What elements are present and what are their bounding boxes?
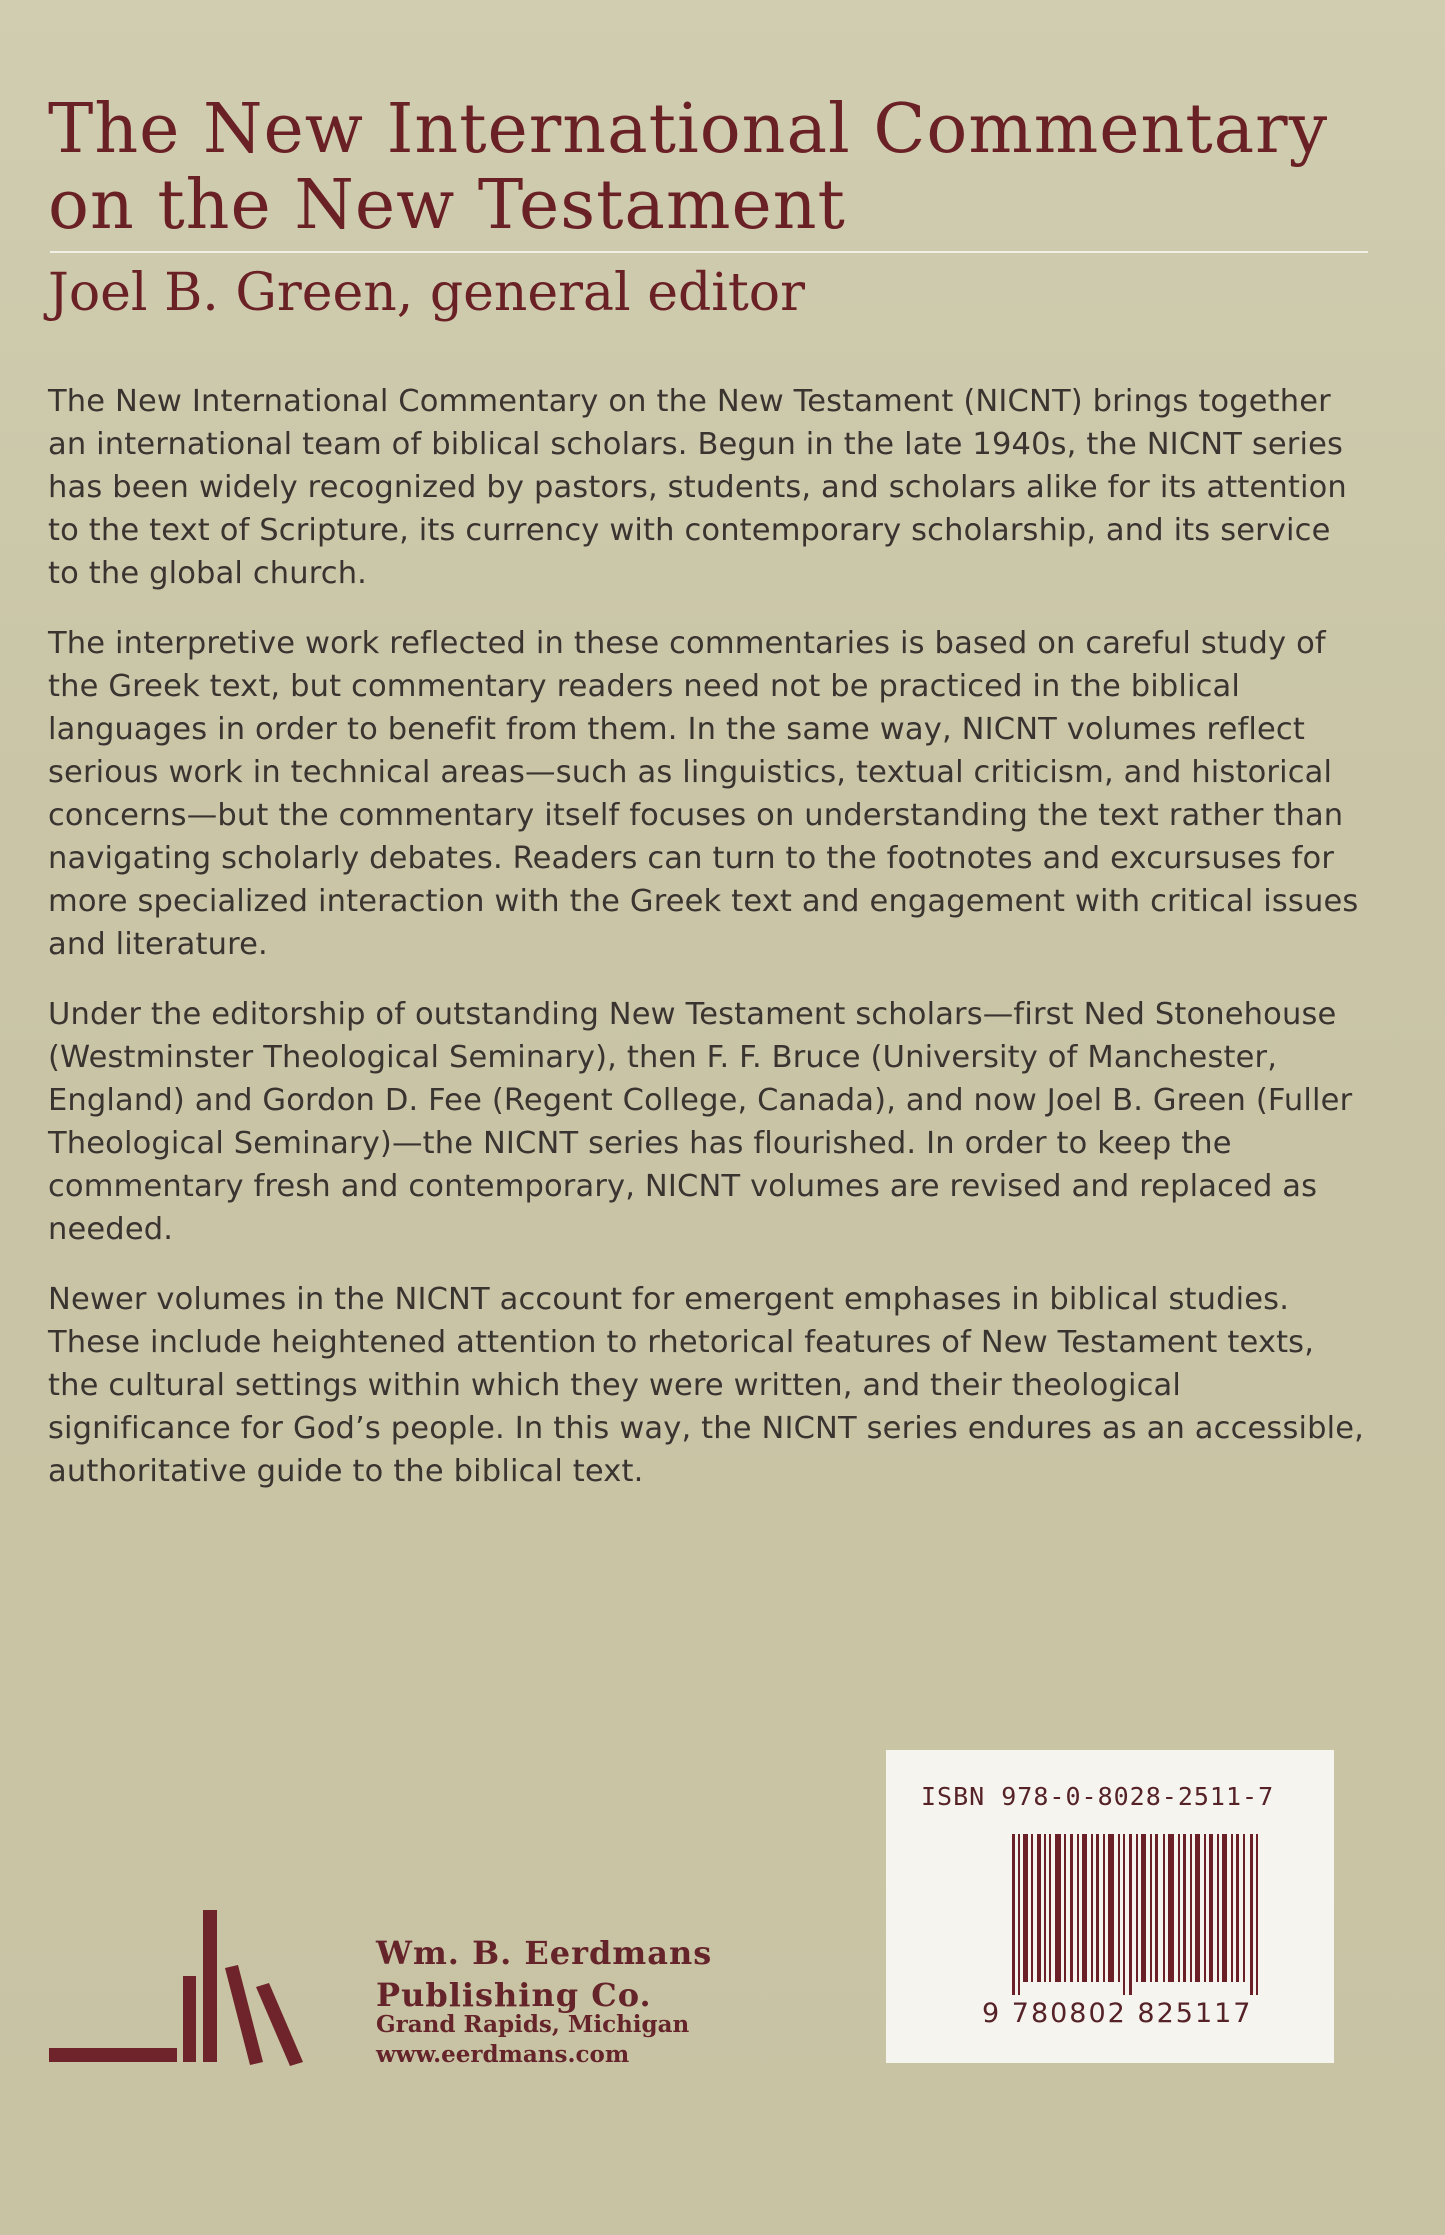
title-divider [50, 251, 1368, 253]
publisher-location [376, 2010, 689, 2070]
series-title [48, 92, 1388, 244]
general-editor: Joel B. Green, general editor [48, 263, 805, 323]
books-logo-icon [49, 1910, 345, 2070]
barcode-number: 9 780802 825117 [982, 1998, 1253, 2029]
description-paragraph-3: Under the editorship of outstanding New Testament scholars—first Ned Stonehouse (Westminster Theological Seminary), then F. F. Bruce (University of Manchester, England) and Gordon D. Fee (Regent College, Canada), and now Joel B. Green (Fuller Theological Seminary)—the NICNT series has flourished. In order to keep the commentary fresh and contemporary, NICNT volumes are revised and replaced as needed. [48, 997, 1353, 1247]
series-title-line-1: The New International Commentary [48, 90, 1329, 169]
barcode-icon [1012, 1834, 1260, 1995]
publisher-name-line-2: Publishing Co. [376, 1976, 652, 2014]
series-title-line-2: on the New Testament [48, 166, 846, 245]
publisher-website: www.eerdmans.com [376, 2041, 630, 2068]
isbn-label: ISBN 978-0-8028-2511-7 [921, 1782, 1275, 1811]
description-paragraph-1: The New International Commentary on the New Testament (NICNT) brings together an international team of biblical scholars. Begun in the late 1940s, the NICNT series has been widely recognized by pastors, students, and scholars alike for its attention to the text of Scripture, its currency with contemporary scholarship, and its service to the global church. [48, 384, 1347, 591]
description-paragraph-2: The interpretive work reflected in these commentaries is based on careful study of the Greek text, but commentary readers need not be practiced in the biblical languages in order to benefit from them. In the same way, NICNT volumes reflect serious work in technical areas—such as linguistics, textual criticism, and historical concerns—but the commentary itself focuses on understanding the text rather than navigating scholarly debates. Readers can turn to the footnotes and excursuses for more specialized interaction with the Greek text and engagement with critical issues and literature. [48, 626, 1359, 962]
description-paragraph-4: Newer volumes in the NICNT account for emergent emphases in biblical studies. These include heightened attention to rhetorical features of New Testament texts, the cultural settings within which they were written, and their theological significance for God’s people. In this way, the NICNT series endures as an accessible, authoritative guide to the biblical text. [48, 1282, 1364, 1489]
publisher-name [376, 1932, 712, 2016]
publisher-name-line-1: Wm. B. Eerdmans [376, 1934, 713, 1972]
isbn-panel [886, 1750, 1334, 2063]
description-text [48, 380, 1370, 1520]
publisher-city: Grand Rapids, Michigan [376, 2011, 690, 2038]
